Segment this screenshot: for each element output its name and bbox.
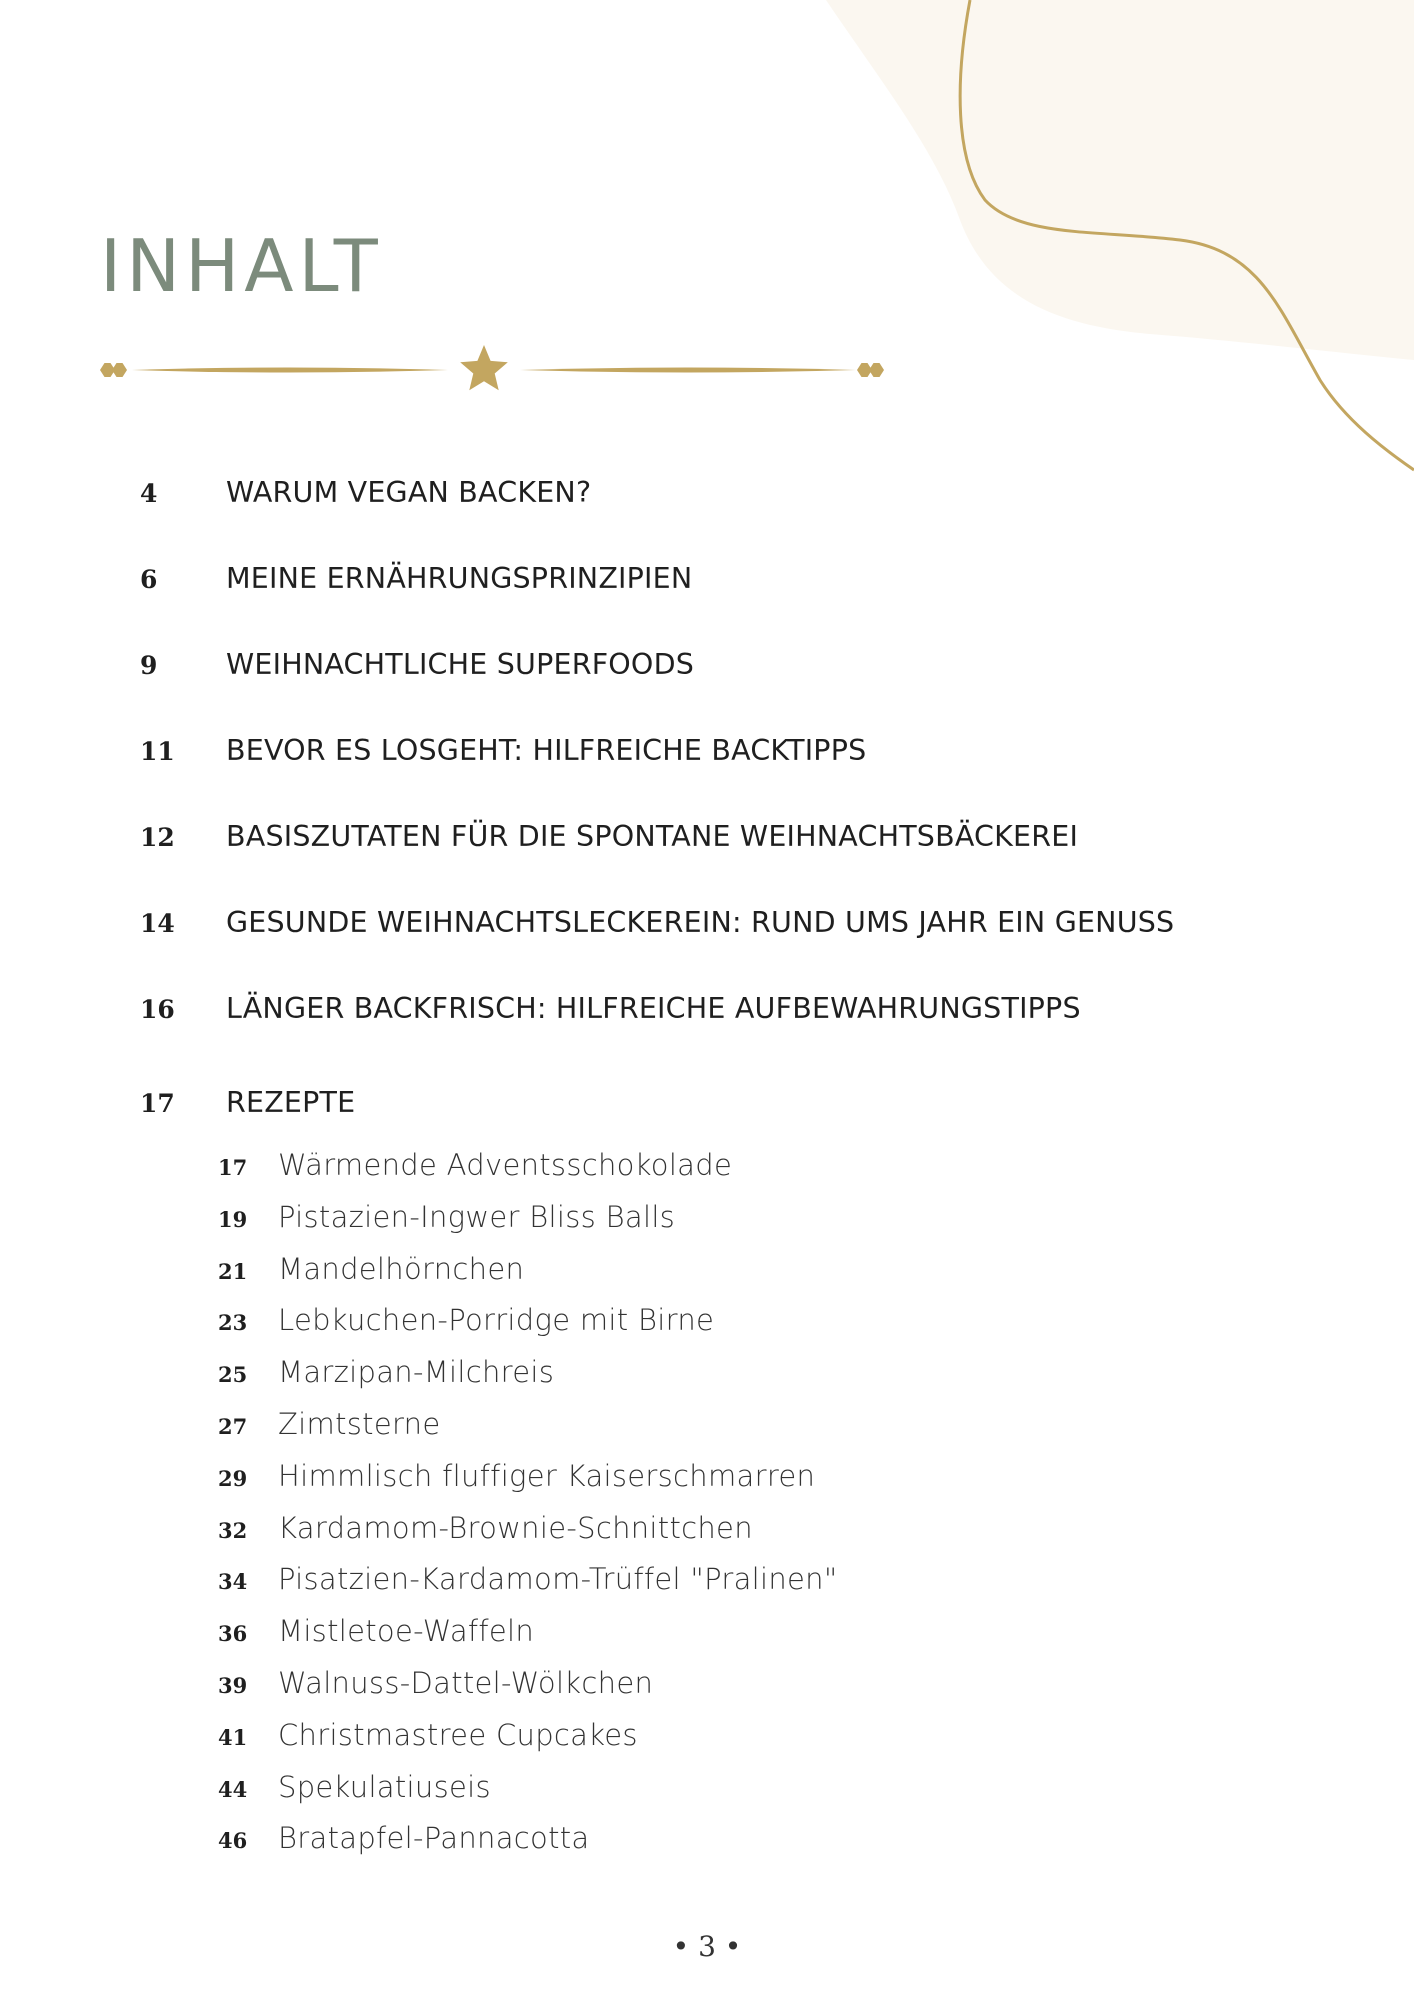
recipe-label: Christmastree Cupcakes xyxy=(278,1717,638,1752)
recipe-list xyxy=(218,1148,1218,1873)
recipe-entry[interactable] xyxy=(218,1821,1218,1873)
star-icon xyxy=(460,345,508,390)
recipe-label: Zimtsterne xyxy=(278,1406,441,1441)
recipe-label: Pistazien-Ingwer Bliss Balls xyxy=(278,1199,676,1234)
toc-page-number: 9 xyxy=(140,651,158,680)
toc-entry-label: REZEPTE xyxy=(226,1086,356,1119)
divider-line-right xyxy=(520,368,856,373)
toc-entry-label: GESUNDE WEIHNACHTSLECKEREIN: RUND UMS JAHR EIN GENUSS xyxy=(226,906,1175,939)
recipe-page-number: 25 xyxy=(218,1362,248,1388)
recipe-page-number: 21 xyxy=(218,1258,248,1284)
ornament-divider xyxy=(96,342,896,398)
dots-ornament-icon xyxy=(100,363,127,377)
toc-entry[interactable] xyxy=(140,734,1320,820)
recipe-page-number: 44 xyxy=(218,1776,248,1802)
recipe-label: Lebkuchen-Porridge mit Birne xyxy=(278,1303,715,1338)
recipe-entry[interactable] xyxy=(218,1355,1218,1407)
toc-page-number: 4 xyxy=(140,479,158,508)
recipe-entry[interactable] xyxy=(218,1562,1218,1614)
recipe-entry[interactable] xyxy=(218,1614,1218,1666)
recipe-entry[interactable] xyxy=(218,1252,1218,1304)
recipe-page-number: 23 xyxy=(218,1310,248,1336)
toc-entry-label: LÄNGER BACKFRISCH: HILFREICHE AUFBEWAHRUNGSTIPPS xyxy=(226,992,1081,1025)
toc-entry[interactable] xyxy=(140,476,1320,562)
toc-page-number: 6 xyxy=(140,565,158,594)
recipe-entry[interactable] xyxy=(218,1200,1218,1252)
toc-page-number: 12 xyxy=(140,823,175,852)
page-number: • 3 • xyxy=(672,1930,742,1963)
recipe-label: Spekulatiuseis xyxy=(278,1769,491,1804)
recipe-page-number: 29 xyxy=(218,1465,248,1491)
recipe-entry[interactable] xyxy=(218,1718,1218,1770)
divider-line-left xyxy=(132,368,448,373)
toc-entry[interactable] xyxy=(140,562,1320,648)
toc-entry[interactable] xyxy=(140,820,1320,906)
toc-entry-recipes[interactable] xyxy=(140,1086,1320,1146)
toc-page-number: 17 xyxy=(140,1089,175,1118)
toc-entry-label: WEIHNACHTLICHE SUPERFOODS xyxy=(226,648,694,681)
recipe-page-number: 41 xyxy=(218,1724,248,1750)
toc-page-number: 14 xyxy=(140,909,175,938)
recipe-entry[interactable] xyxy=(218,1303,1218,1355)
toc-entry-label: BEVOR ES LOSGEHT: HILFREICHE BACKTIPPS xyxy=(226,734,867,767)
recipe-page-number: 27 xyxy=(218,1413,248,1439)
recipe-label: Himmlisch fluffiger Kaiserschmarren xyxy=(278,1458,816,1493)
recipe-label: Mandelhörnchen xyxy=(278,1251,525,1286)
dots-ornament-icon xyxy=(857,363,884,377)
toc-page-number: 11 xyxy=(140,737,175,766)
recipe-label: Wärmende Adventsschokolade xyxy=(278,1148,733,1182)
recipe-page-number: 46 xyxy=(218,1828,248,1854)
recipe-entry[interactable] xyxy=(218,1511,1218,1563)
blob-fill xyxy=(826,0,1414,360)
recipe-label: Mistletoe-Waffeln xyxy=(278,1614,535,1649)
recipe-page-number: 36 xyxy=(218,1621,248,1647)
recipe-label: Walnuss-Dattel-Wölkchen xyxy=(278,1665,654,1700)
recipe-label: Kardamom-Brownie-Schnittchen xyxy=(278,1510,753,1545)
recipe-label: Bratapfel-Pannacotta xyxy=(278,1821,590,1856)
page-title: INHALT xyxy=(100,224,383,308)
recipe-page-number: 34 xyxy=(218,1569,248,1595)
toc-entry[interactable] xyxy=(140,648,1320,734)
recipe-label: Marzipan-Milchreis xyxy=(278,1355,555,1390)
recipe-entry[interactable] xyxy=(218,1770,1218,1822)
toc-entry-label: WARUM VEGAN BACKEN? xyxy=(226,476,592,509)
toc-main-list xyxy=(140,476,1320,1146)
recipe-entry[interactable] xyxy=(218,1459,1218,1511)
recipe-entry[interactable] xyxy=(218,1148,1218,1200)
recipe-entry[interactable] xyxy=(218,1407,1218,1459)
recipe-page-number: 32 xyxy=(218,1517,248,1543)
recipe-entry[interactable] xyxy=(218,1666,1218,1718)
toc-entry-label: MEINE ERNÄHRUNGSPRINZIPIEN xyxy=(226,562,693,595)
toc-entry[interactable] xyxy=(140,906,1320,992)
recipe-label: Pisatzien-Kardamom-Trüffel "Pralinen" xyxy=(278,1562,838,1597)
toc-entry[interactable] xyxy=(140,992,1320,1078)
recipe-page-number: 39 xyxy=(218,1672,248,1698)
gold-curve-line xyxy=(960,0,1414,470)
recipe-page-number: 17 xyxy=(218,1155,248,1180)
recipe-page-number: 19 xyxy=(218,1206,248,1232)
toc-page-number: 16 xyxy=(140,995,175,1024)
toc-entry-label: BASISZUTATEN FÜR DIE SPONTANE WEIHNACHTSBÄCKEREI xyxy=(226,820,1079,853)
